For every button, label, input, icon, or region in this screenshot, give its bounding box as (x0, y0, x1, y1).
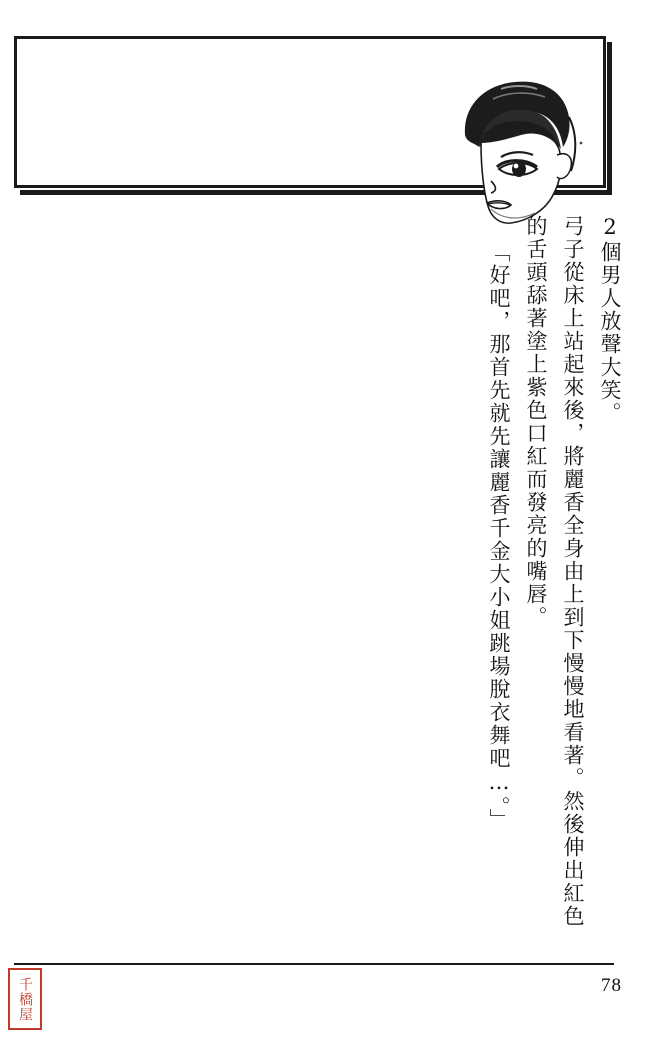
face-svg (457, 77, 587, 227)
publisher-seal (8, 968, 42, 1030)
vertical-text-block (472, 215, 622, 928)
page-number: 78 (601, 975, 622, 996)
publisher-seal-text: 千橋屋 (17, 976, 34, 1022)
manga-panel-frame (14, 36, 606, 188)
body-line-2: 弓子從床上站起來後，將麗香全身由上到下慢慢地看著。然後伸出紅色 (561, 215, 585, 928)
body-dialogue-line: 「好吧，那首先就先讓麗香千金大小姐跳場脫衣舞吧…。」 (487, 241, 511, 832)
manga-face-artwork (457, 77, 587, 227)
body-line-3: 2個男人放聲大笑。 (598, 215, 622, 425)
panel-shadow-right (607, 42, 612, 194)
body-line-1: 的舌頭舔著塗上紫色口紅而發亮的嘴唇。 (524, 215, 548, 629)
footer-rule (14, 963, 614, 965)
